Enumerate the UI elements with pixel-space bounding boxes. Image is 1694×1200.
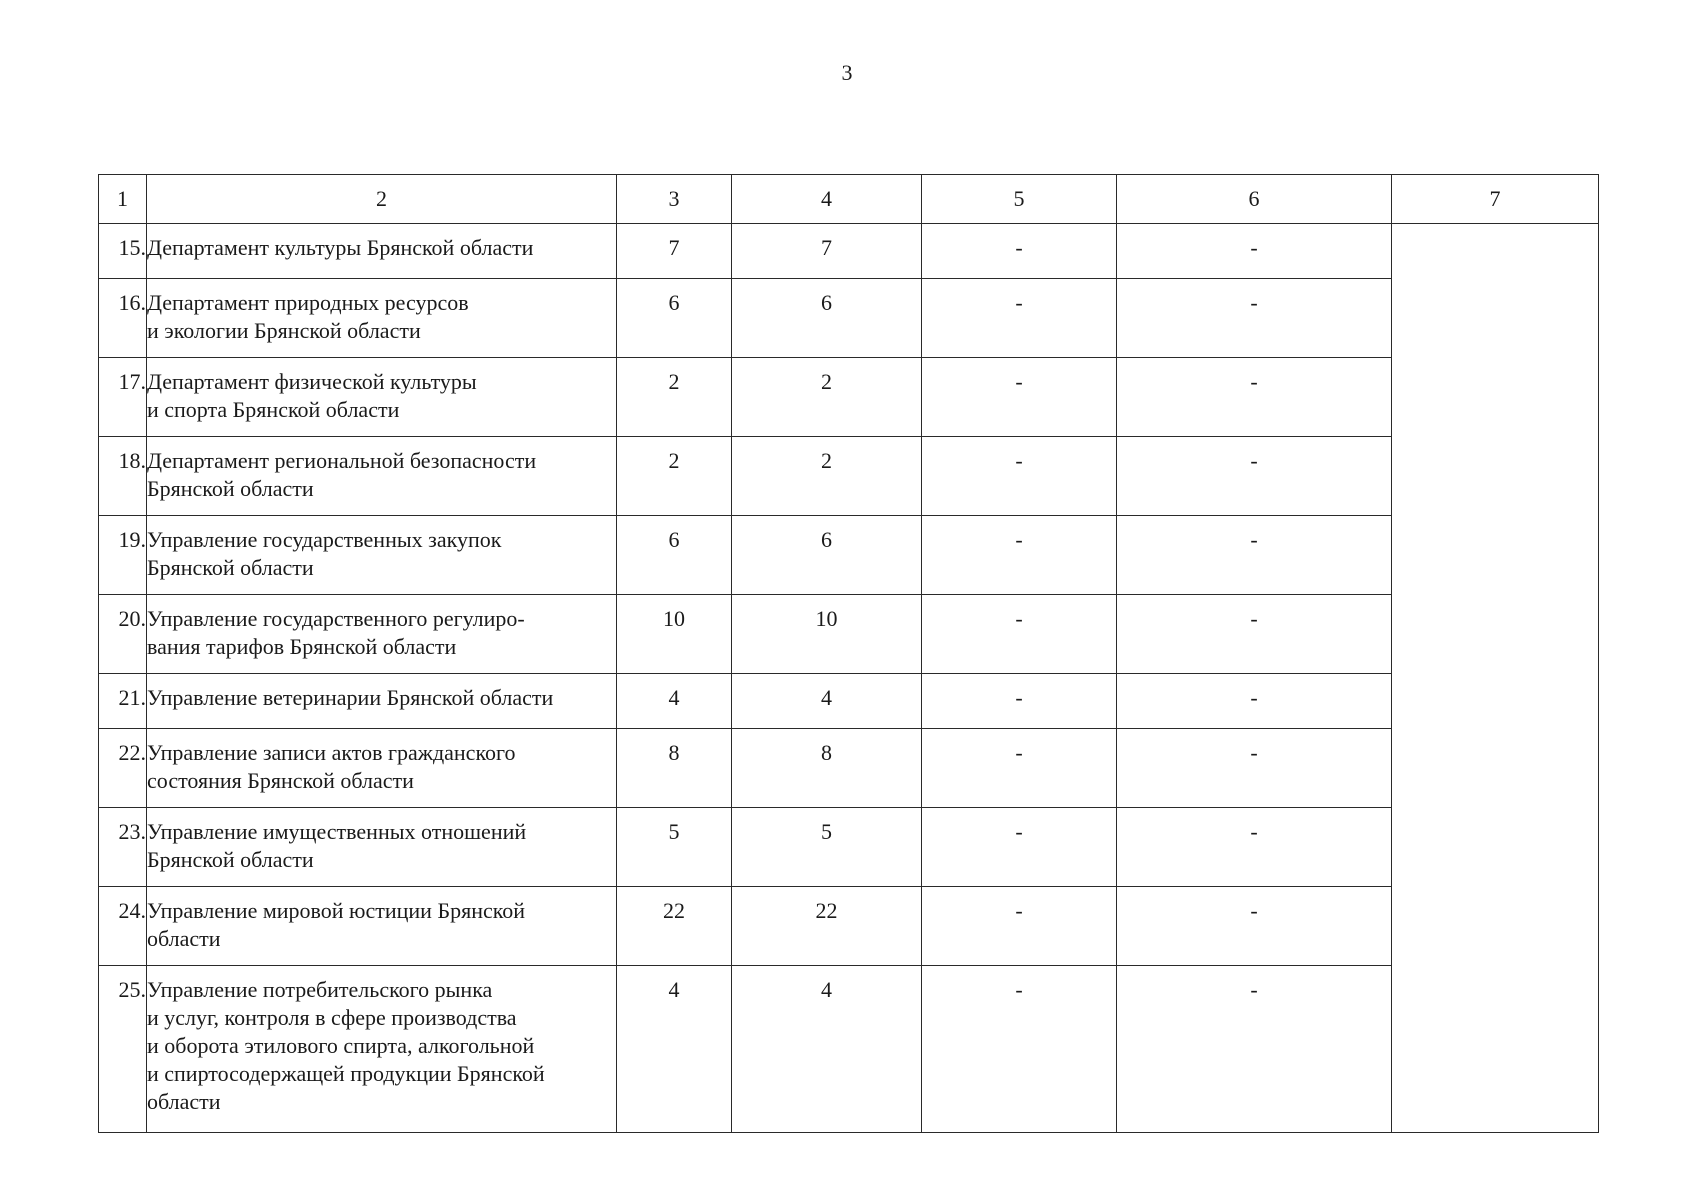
cell-col-4: 4 [732, 674, 922, 729]
cell-col-4: 6 [732, 516, 922, 595]
organization-name-line: состояния Брянской области [147, 768, 414, 793]
row-number: 17. [99, 358, 147, 437]
cell-col-6: - [1117, 595, 1392, 674]
header-col-4: 4 [732, 175, 922, 224]
organization-name-line: и экологии Брянской области [147, 318, 421, 343]
cell-col-5: - [922, 279, 1117, 358]
cell-col-4: 2 [732, 358, 922, 437]
cell-col-3: 4 [617, 966, 732, 1133]
cell-col-6: - [1117, 887, 1392, 966]
header-col-6: 6 [1117, 175, 1392, 224]
page-number: 3 [841, 60, 853, 85]
cell-col-4: 4 [732, 966, 922, 1133]
cell-col-6: - [1117, 729, 1392, 808]
cell-col-3: 5 [617, 808, 732, 887]
row-number: 15. [99, 224, 147, 279]
header-col-1: 1 [99, 175, 147, 224]
cell-col-5: - [922, 516, 1117, 595]
cell-col-3: 6 [617, 279, 732, 358]
organization-name-line: Департамент региональной безопасности [147, 448, 537, 473]
cell-col-4: 5 [732, 808, 922, 887]
organization-name-line: области [147, 926, 221, 951]
cell-col-5: - [922, 887, 1117, 966]
cell-col-3: 2 [617, 437, 732, 516]
table-row [99, 808, 1599, 887]
table-row [99, 887, 1599, 966]
table-row [99, 516, 1599, 595]
cell-col-4: 8 [732, 729, 922, 808]
cell-col-4: 10 [732, 595, 922, 674]
organization-name [147, 808, 617, 887]
organization-name-line: Брянской области [147, 555, 314, 580]
organization-name [147, 224, 617, 279]
cell-col-5: - [922, 595, 1117, 674]
header-col-2: 2 [147, 175, 617, 224]
row-number: 19. [99, 516, 147, 595]
cell-col-6: - [1117, 808, 1392, 887]
cell-col-4: 7 [732, 224, 922, 279]
organization-name [147, 887, 617, 966]
cell-col-6: - [1117, 437, 1392, 516]
table-row [99, 358, 1599, 437]
cell-col-5: - [922, 674, 1117, 729]
cell-col-6: - [1117, 674, 1392, 729]
organization-name-line: и услуг, контроля в сфере производства [147, 1005, 517, 1030]
header-col-5: 5 [922, 175, 1117, 224]
organization-name-line: Управление имущественных отношений [147, 819, 527, 844]
cell-col-4: 6 [732, 279, 922, 358]
cell-col-5: - [922, 966, 1117, 1133]
table-row [99, 279, 1599, 358]
cell-col-6: - [1117, 224, 1392, 279]
row-number: 20. [99, 595, 147, 674]
organization-name-line: Управление государственных закупок [147, 527, 502, 552]
table-row [99, 595, 1599, 674]
organization-name [147, 437, 617, 516]
organization-name-line: Управление потребительского рынка [147, 977, 493, 1002]
organization-name-line: и спорта Брянской области [147, 397, 400, 422]
departments-table [98, 174, 1599, 1133]
table-body [99, 224, 1599, 1133]
cell-col-7-merged [1392, 224, 1599, 1133]
header-col-3: 3 [617, 175, 732, 224]
organization-name-line: Департамент физической культуры [147, 369, 477, 394]
cell-col-4: 2 [732, 437, 922, 516]
cell-col-6: - [1117, 358, 1392, 437]
header-col-7: 7 [1392, 175, 1599, 224]
table-header [99, 175, 1599, 224]
cell-col-5: - [922, 729, 1117, 808]
cell-col-5: - [922, 808, 1117, 887]
cell-col-6: - [1117, 516, 1392, 595]
cell-col-3: 8 [617, 729, 732, 808]
organization-name [147, 729, 617, 808]
row-number: 24. [99, 887, 147, 966]
organization-name-line: Департамент природных ресурсов [147, 290, 469, 315]
row-number: 21. [99, 674, 147, 729]
organization-name-line: Управление ветеринарии Брянской области [147, 685, 554, 710]
organization-name-line: области [147, 1089, 221, 1114]
cell-col-6: - [1117, 279, 1392, 358]
table-row [99, 674, 1599, 729]
cell-col-4: 22 [732, 887, 922, 966]
row-number: 25. [99, 966, 147, 1133]
row-number: 23. [99, 808, 147, 887]
row-number: 22. [99, 729, 147, 808]
organization-name-line: и спиртосодержащей продукции Брянской [147, 1061, 545, 1086]
organization-name-line: Брянской области [147, 847, 314, 872]
organization-name-line: и оборота этилового спирта, алкогольной [147, 1033, 535, 1058]
organization-name [147, 966, 617, 1133]
row-number: 18. [99, 437, 147, 516]
table-row [99, 224, 1599, 279]
organization-name [147, 279, 617, 358]
organization-name-line: Управление записи актов гражданского [147, 740, 516, 765]
organization-name [147, 595, 617, 674]
organization-name-line: вания тарифов Брянской области [147, 634, 457, 659]
cell-col-3: 22 [617, 887, 732, 966]
cell-col-6: - [1117, 966, 1392, 1133]
cell-col-3: 10 [617, 595, 732, 674]
cell-col-3: 6 [617, 516, 732, 595]
organization-name-line: Департамент культуры Брянской области [147, 235, 534, 260]
table-row [99, 729, 1599, 808]
cell-col-5: - [922, 358, 1117, 437]
organization-name [147, 358, 617, 437]
organization-name-line: Управление мировой юстиции Брянской [147, 898, 526, 923]
organization-name [147, 516, 617, 595]
organization-name-line: Управление государственного регулиро- [147, 606, 525, 631]
cell-col-5: - [922, 437, 1117, 516]
organization-name-line: Брянской области [147, 476, 314, 501]
table-row [99, 966, 1599, 1133]
row-number: 16. [99, 279, 147, 358]
table-row [99, 437, 1599, 516]
cell-col-3: 2 [617, 358, 732, 437]
table-header-row [99, 175, 1599, 224]
organization-name [147, 674, 617, 729]
cell-col-3: 7 [617, 224, 732, 279]
cell-col-5: - [922, 224, 1117, 279]
cell-col-3: 4 [617, 674, 732, 729]
